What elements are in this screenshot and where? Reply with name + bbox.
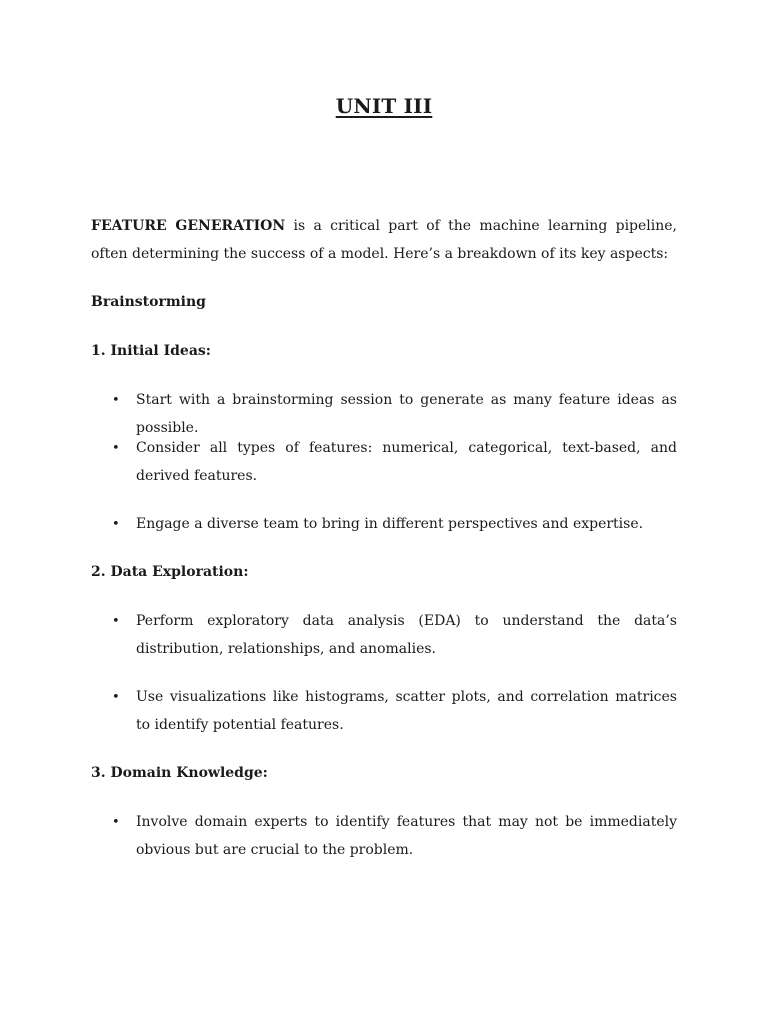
intro-text: is a critical part of the machine learning pipeline, often determining the success of a model. Here’s a breakdown of its key aspects: — [91, 218, 677, 262]
subheading-initial-ideas: 1. Initial Ideas: — [91, 343, 211, 359]
list-item — [91, 809, 677, 864]
subheading-domain-knowledge: 3. Domain Knowledge: — [91, 765, 268, 781]
list-item-text: Consider all types of features: numerical, categorical, text-based, and derived features. — [136, 440, 677, 484]
list-item-text: Engage a diverse team to bring in different perspectives and expertise. — [136, 516, 644, 532]
bullet-icon: • — [112, 614, 120, 629]
list-item-text: Involve domain experts to identify features that may not be immediately obvious but are crucial to the problem. — [136, 814, 677, 858]
list-item — [91, 684, 677, 739]
bullet-icon: • — [112, 393, 120, 408]
page-title: UNIT III — [335, 94, 433, 118]
bullet-icon: • — [112, 441, 120, 456]
bullet-icon: • — [112, 690, 120, 705]
bullet-icon: • — [112, 517, 120, 532]
intro-paragraph — [91, 213, 677, 268]
intro-bold-lead: FEATURE GENERATION — [91, 218, 286, 234]
list-item — [91, 387, 677, 442]
list-item — [91, 608, 677, 663]
subheading-data-exploration: 2. Data Exploration: — [91, 564, 249, 580]
list-item — [91, 511, 677, 539]
bullet-icon: • — [112, 815, 120, 830]
section-heading-brainstorming: Brainstorming — [91, 294, 206, 310]
list-item-text: Use visualizations like histograms, scatter plots, and correlation matrices to identify potential features. — [136, 689, 677, 733]
list-item-text: Start with a brainstorming session to generate as many feature ideas as possible. — [136, 392, 677, 436]
list-item — [91, 435, 677, 490]
list-item-text: Perform exploratory data analysis (EDA) to understand the data’s distribution, relationships, and anomalies. — [136, 613, 677, 657]
